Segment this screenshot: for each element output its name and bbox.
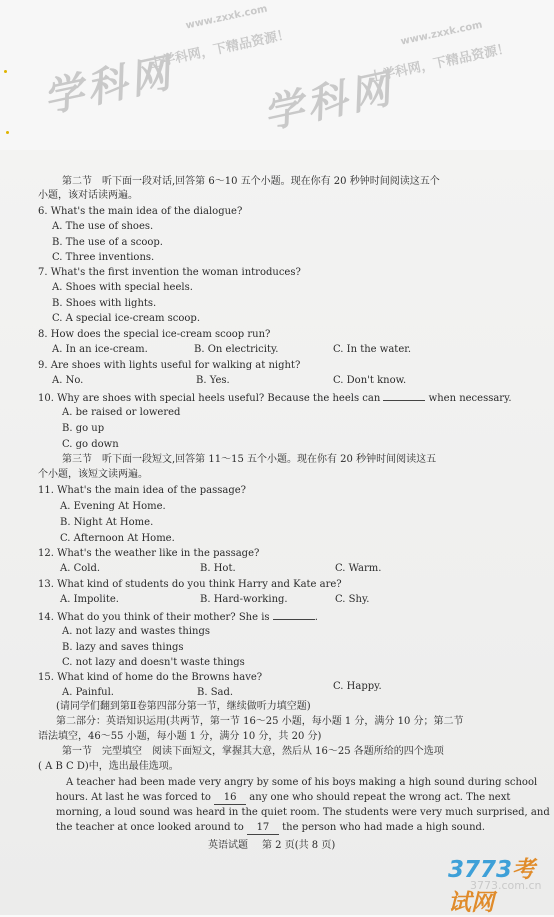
q7-option-a: A. Shoes with special heels. [52,282,193,293]
q12-option-c: C. Warm. [335,563,382,574]
logo-url: 3773.com.cn [470,879,542,892]
q9-option-a: A. No. [52,375,84,386]
q11-option-b: B. Night At Home. [60,517,154,528]
question-8: 8. How does the special ice-cream scoop run? [38,329,271,340]
logo-number: 3773 [448,857,513,883]
q12-option-a: A. Cold. [60,563,101,574]
q14-text-end: . [314,612,318,623]
logo-text: 考试网 [448,857,536,916]
q12-option-b: B. Hot. [200,563,236,574]
q9-option-c: C. Don't know. [333,375,407,386]
footer-page-number: 第 2 页(共 8 页) [262,840,336,851]
q10-option-a: A. be raised or lowered [62,407,181,418]
q13-option-c: C. Shy. [335,594,370,605]
question-11: 11. What's the main idea of the passage? [38,485,247,496]
answer-blank [273,609,315,620]
q15-option-b: B. Sad. [197,687,234,698]
watermark-url-right: www.zxxk.com [399,19,484,48]
q13-option-b: B. Hard-working. [200,594,288,605]
part2-section1-heading-cont: ( A B C D)中，选出最佳选项。 [38,761,179,772]
q15-option-a: A. Painful. [62,687,114,698]
q14-option-a: A. not lazy and wastes things [62,626,211,637]
passage-line-4-start: the teacher at once looked around to [56,822,244,833]
cloze-blank-16: 16 [214,791,246,805]
q9-option-b: B. Yes. [196,375,230,386]
q14-option-c: C. not lazy and doesn't waste things [62,657,245,668]
passage-line-2-end: any one who should repeat the wrong act. The next [249,792,511,803]
q8-option-c: C. In the water. [333,344,412,355]
question-6: 6. What's the main idea of the dialogue? [38,206,243,217]
question-7: 7. What's the first invention the woman introduces? [38,267,301,278]
q8-option-b: B. On electricity. [194,344,279,355]
q15-option-c: C. Happy. [333,681,382,692]
stray-mark [4,70,7,73]
watermark-area [0,0,554,150]
section3-heading-cont: 个小题，该短文读两遍。 [38,469,148,480]
part2-heading-cont: 语法填空，46～55 小题，每小题 1 分，满分 10 分，共 20 分) [38,731,322,742]
exam-paper [0,150,554,915]
watermark-brand-left: 学科网 [39,49,179,123]
question-14 [38,609,318,624]
q11-option-c: C. Afternoon At Home. [60,533,175,544]
cloze-blank-17: 17 [247,821,279,835]
question-10 [38,390,512,405]
q11-option-a: A. Evening At Home. [60,501,166,512]
turn-page-note: (请同学们翻到第Ⅱ卷第四部分第一节，继续做听力填空题) [56,701,311,712]
q10-option-b: B. go up [62,423,105,434]
q6-option-a: A. The use of shoes. [52,221,154,232]
footer-subject: 英语试题 [208,840,248,851]
q8-option-a: A. In an ice-cream. [52,344,148,355]
question-12: 12. What's the weather like in the passage? [38,548,260,559]
passage-line-4-end: the person who had made a high sound. [282,822,486,833]
q7-option-c: C. A special ice-cream scoop. [52,313,201,324]
q6-option-b: B. The use of a scoop. [52,237,163,248]
watermark-brand-right: 学科网 [259,65,399,139]
section2-heading: 第二节 听下面一段对话,回答第 6～10 五个小题。现在你有 20 秒钟时间阅读这五个 [62,176,440,187]
q13-option-a: A. Impolite. [60,594,119,605]
q14-text-start: 14. What do you think of their mother? She is [38,612,270,623]
watermark-slogan-right: 上学科网，下精品资源！ [368,41,512,86]
passage-line-2 [56,791,510,805]
question-9: 9. Are shoes with lights useful for walking at night? [38,360,301,371]
question-15: 15. What kind of home do the Browns have? [38,672,263,683]
section3-heading: 第三节 听下面一段短文,回答第 11～15 五个小题。现在你有 20 秒钟时间阅读这五 [62,454,437,465]
passage-line-3: morning, a loud sound was heard in the quiet room. The students were very much surprised, and [56,807,550,818]
q10-text-end: when necessary. [428,393,512,404]
q10-option-c: C. go down [62,439,119,450]
q10-text-start: 10. Why are shoes with special heels useful? Because the heels can [38,393,381,404]
answer-blank [383,390,425,401]
stray-mark [6,131,9,134]
passage-line-1: A teacher had been made very angry by some of his boys making a high sound during school [66,777,538,788]
passage-line-2-start: hours. At last he was forced to [56,792,211,803]
watermark-url-left: www.zxxk.com [184,3,269,32]
watermark-slogan-left: 上学科网，下精品资源！ [148,27,292,72]
passage-line-4 [56,821,485,835]
part2-heading: 第二部分：英语知识运用(共两节，第一节 16～25 小题，每小题 1 分，满分 10 分；第二节 [56,716,464,727]
q6-option-c: C. Three inventions. [52,252,155,263]
q14-option-b: B. lazy and saves things [62,642,184,653]
part2-section1-heading: 第一节 完型填空 阅读下面短文，掌握其大意，然后从 16～25 各题所给的四个选项 [62,746,444,757]
q7-option-b: B. Shoes with lights. [52,298,157,309]
section2-heading-cont: 小题，该对话读两遍。 [38,190,138,201]
question-13: 13. What kind of students do you think Harry and Kate are? [38,579,342,590]
